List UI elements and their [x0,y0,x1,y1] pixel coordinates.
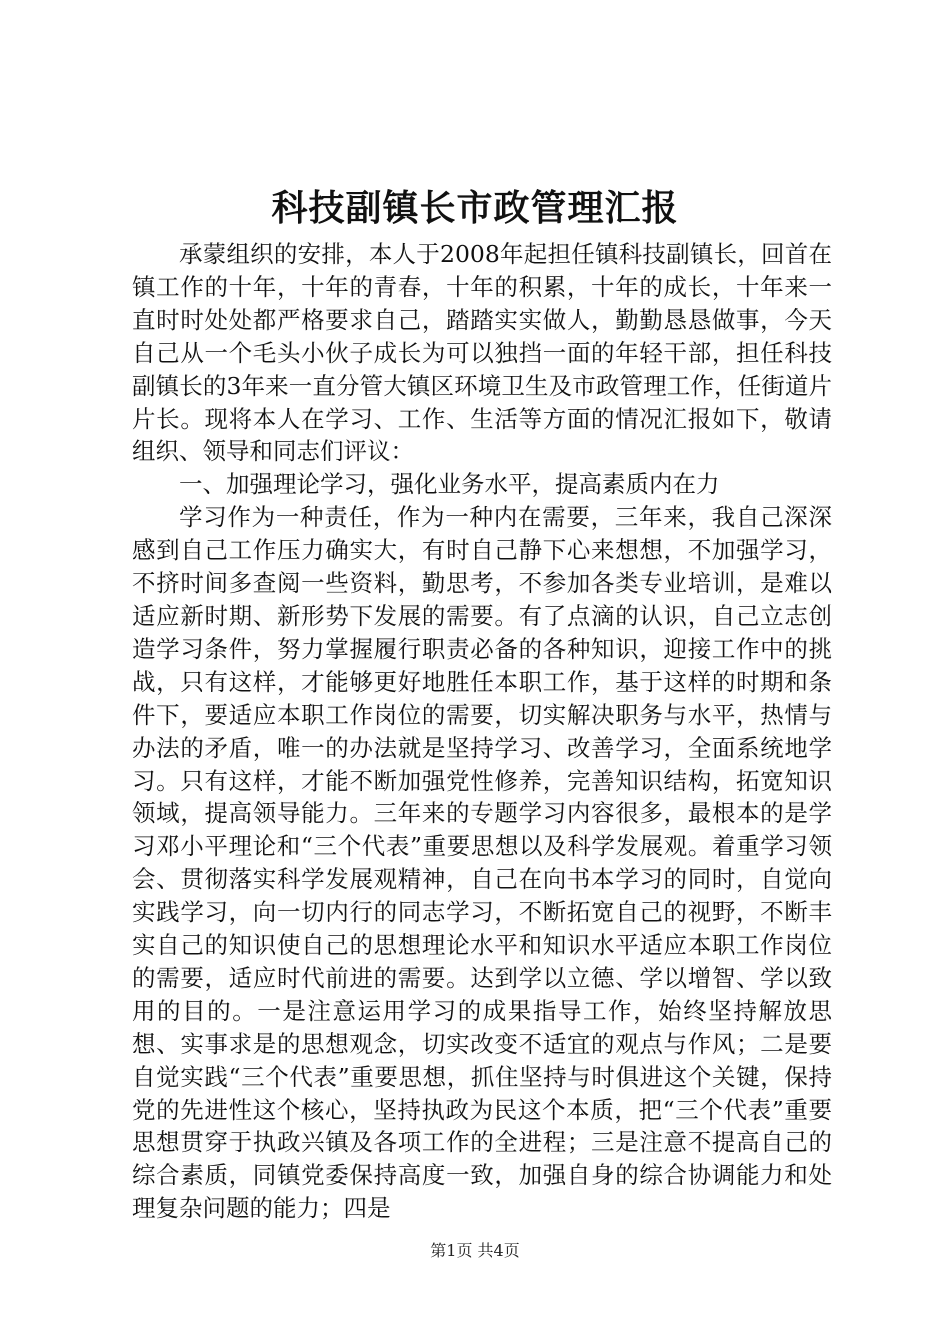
section-heading-1: 一、加强理论学习，强化业务水平，提高素质内在力 [179,470,720,499]
document-title: 科技副镇长市政管理汇报 [271,187,679,229]
paragraph-study: 学习作为一种责任，作为一种内在需要，三年来，我自己深深感到自己工作压力确实大，有时自己静下心来想想，不加强学习，不挤时间多查阅一些资料，勤思考，不参加各类专业培训，是难以适应新时期、新形势下发展的需要。有了点滴的认识，自己立志创造学习条件，努力掌握履行职责必备的各种知识，迎接工作中的挑战，只有这样，才能够更好地胜任本职工作，基于这样的时期和条件下，要适应本职工作岗位的需要，切实解决职务与水平，热情与办法的矛盾，唯一的办法就是坚持学习、改善学习，全面系统地学习。只有这样，才能不断加强党性修养，完善知识结构，拓宽知识领域，提高领导能力。三年来的专题学习内容很多，最根本的是学习邓小平理论和“三个代表”重要思想以及科学发展观。着重学习领会、贯彻落实科学发展观精神，自己在向书本学习的同时，自觉向实践学习，向一切内行的同志学习，不断拓宽自己的视野，不断丰实自己的知识使自己的思想理论水平和知识水平适应本职工作岗位的需要，适应时代前进的需要。达到学以立德、学以增智、学以致用的目的。一是注意运用学习的成果指导工作，始终坚持解放思想、实事求是的思想观念，切实改变不适宜的观点与作风；二是要自觉实践“三个代表”重要思想，抓住坚持与时俱进这个关键，保持党的先进性这个核心，坚持执政为民这个本质，把“三个代表”重要思想贯穿于执政兴镇及各项工作的全进程；三是注意不提高自己的综合素质，同镇党委保持高度一致，加强自身的综合协调能力和处理复杂问题的能力；四是 [132,503,832,1223]
page-number-footer: 第1页 共4页 [430,1241,520,1260]
paragraph-intro: 承蒙组织的安排，本人于2008年起担任镇科技副镇长，回首在镇工作的十年，十年的青春，十年的积累，十年的成长，十年来一直时时处处都严格要求自己，踏踏实实做人，勤勤恳恳做事，今天自己从一个毛头小伙子成长为可以独挡一面的年轻干部，担任科技副镇长的3年来一直分管大镇区环境卫生及市政管理工作，任街道片片长。现将本人在学习、工作、生活等方面的情况汇报如下，敬请组织、领导和同志们评议： [132,240,832,466]
document-body [132,238,832,1225]
